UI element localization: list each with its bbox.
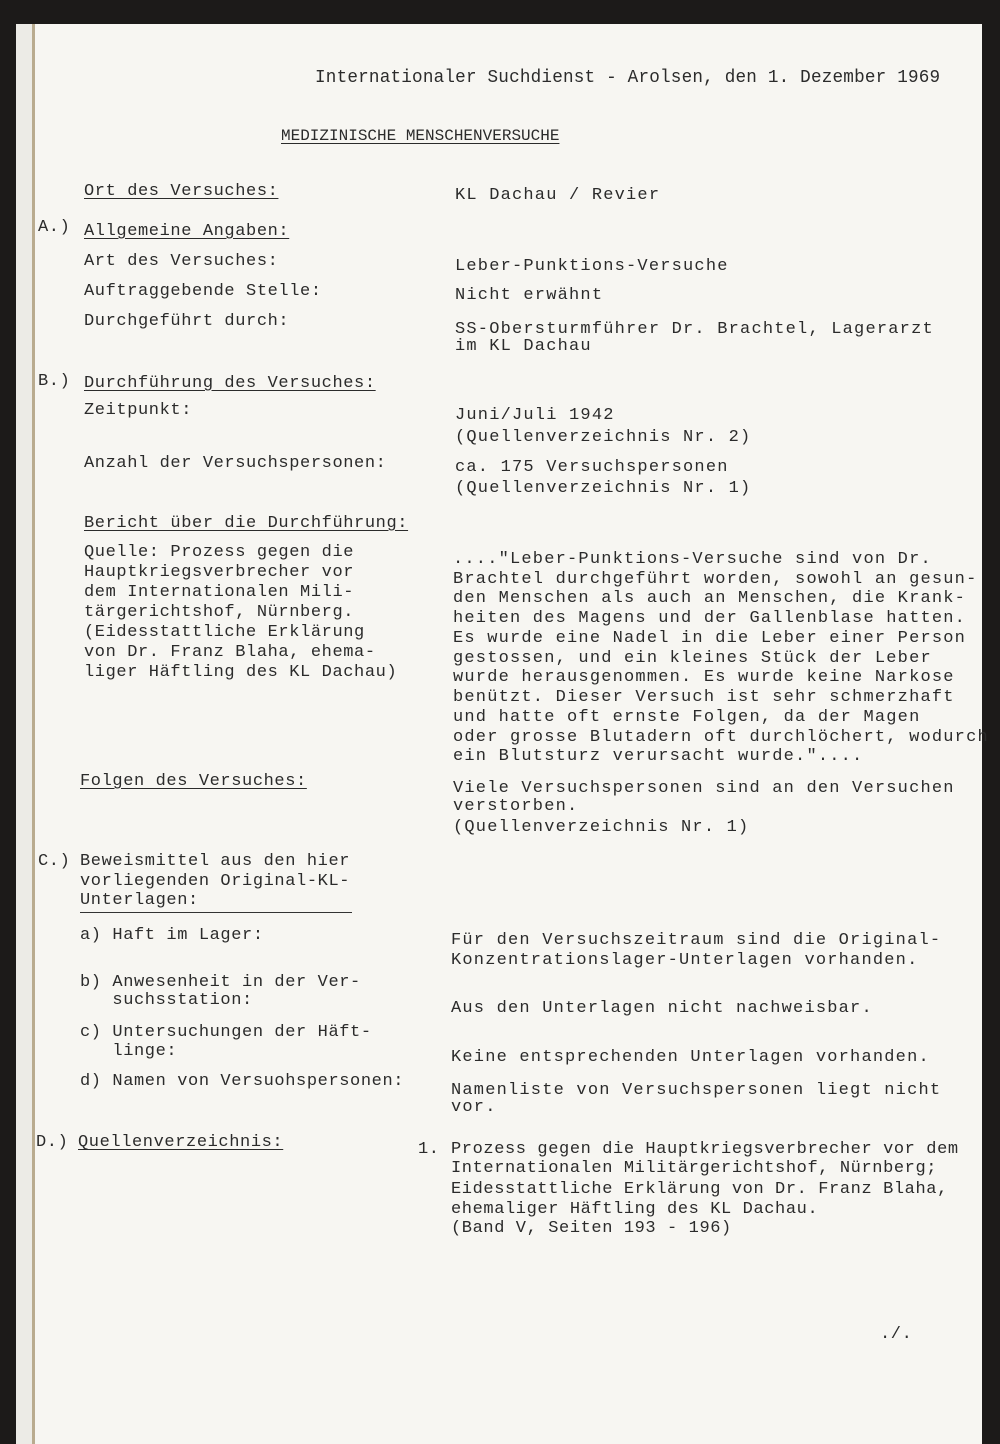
- b-value: Aus den Unterlagen nicht nachweisbar.: [451, 999, 873, 1018]
- source-number: 1.: [418, 1140, 440, 1159]
- ort-label: Ort des Versuches:: [84, 182, 279, 201]
- quote-line: den Menschen als auch an Menschen, die Krank-: [453, 589, 967, 608]
- quote-line: ein Blutsturz verursacht wurde."....: [453, 747, 864, 766]
- section-c-heading: Beweismittel aus den hier: [80, 852, 351, 871]
- c-value: Keine entsprechenden Unterlagen vorhanden.: [451, 1048, 930, 1067]
- stelle-label: Auftraggebende Stelle:: [84, 282, 322, 301]
- anzahl-value-2: (Quellenverzeichnis Nr. 1): [455, 479, 752, 498]
- section-a-marker: A.): [38, 218, 71, 237]
- quote-line: gestossen, und ein kleines Stück der Leber: [453, 649, 932, 668]
- quelle-line: tärgerichtshof, Nürnberg.: [84, 603, 355, 622]
- b-label: b) Anwesenheit in der Ver-: [80, 973, 361, 992]
- page-title: MEDIZINISCHE MENSCHENVERSUCHE: [281, 127, 560, 145]
- quote-line: Brachtel durchgeführt worden, sowohl an gesun-: [453, 570, 978, 589]
- source-line: Prozess gegen die Hauptkriegsverbrecher vor dem: [451, 1140, 959, 1159]
- source-line: (Band V, Seiten 193 - 196): [451, 1219, 732, 1238]
- d-label: d) Namen von Versuohspersonen:: [80, 1072, 405, 1091]
- quote-line: heiten des Magens und der Gallenblase hatten.: [453, 609, 967, 628]
- quote-line: wurde herausgenommen. Es wurde keine Narkose: [453, 668, 955, 687]
- source-line: Eidesstattliche Erklärung von Dr. Franz Blaha,: [451, 1180, 948, 1199]
- zeit-value-1: Juni/Juli 1942: [455, 406, 615, 425]
- stelle-value: Nicht erwähnt: [455, 286, 604, 305]
- quelle-line: dem Internationalen Mili-: [84, 583, 355, 602]
- binding-line: [32, 24, 35, 1444]
- section-d-heading: Quellenverzeichnis:: [78, 1133, 284, 1152]
- d-value: Namenliste von Versuchspersonen liegt nicht: [451, 1081, 942, 1100]
- a-value: Für den Versuchszeitraum sind die Original-: [451, 931, 942, 950]
- quelle-line: von Dr. Franz Blaha, ehema-: [84, 643, 376, 662]
- folgen-label: Folgen des Versuches:: [80, 772, 307, 791]
- folgen-value-3: (Quellenverzeichnis Nr. 1): [453, 818, 750, 837]
- quelle-line: Hauptkriegsverbrecher vor: [84, 563, 355, 582]
- document-header: Internationaler Suchdienst - Arolsen, den 1. Dezember 1969: [315, 68, 941, 88]
- bericht-heading: Bericht über die Durchführung:: [84, 514, 409, 533]
- quote-line: benützt. Dieser Versuch ist sehr schmerzhaft: [453, 688, 955, 707]
- ort-value: KL Dachau / Revier: [455, 186, 661, 205]
- quote-line: und hatte oft ernste Folgen, da der Magen: [453, 708, 921, 727]
- durch-value-2: im KL Dachau: [455, 337, 592, 356]
- quote-line: Es wurde eine Nadel in die Leber einer Person: [453, 629, 967, 648]
- zeit-value-2: (Quellenverzeichnis Nr. 2): [455, 428, 752, 447]
- quote-line: oder grosse Blutadern oft durchlöchert, wodurch: [453, 728, 989, 747]
- section-b-marker: B.): [38, 372, 71, 391]
- section-c-heading: Unterlagen:: [80, 891, 199, 910]
- quelle-line: (Eidesstattliche Erklärung: [84, 623, 365, 642]
- page-edge: [16, 24, 32, 1444]
- durch-value-1: SS-Obersturmführer Dr. Brachtel, Lagerarzt: [455, 320, 934, 339]
- anzahl-value-1: ca. 175 Versuchspersonen: [455, 458, 729, 477]
- durch-label: Durchgeführt durch:: [84, 312, 290, 331]
- b-label: suchsstation:: [80, 991, 253, 1010]
- section-c-marker: C.): [38, 852, 71, 871]
- a-value: Konzentrationslager-Unterlagen vorhanden.: [451, 951, 919, 970]
- source-line: Internationalen Militärgerichtshof, Nürnberg;: [451, 1159, 938, 1178]
- quelle-line: liger Häftling des KL Dachau): [84, 663, 398, 682]
- zeit-label: Zeitpunkt:: [84, 401, 193, 420]
- section-c-underline: [80, 912, 352, 913]
- source-line: ehemaliger Häftling des KL Dachau.: [451, 1200, 819, 1219]
- a-label: a) Haft im Lager:: [80, 926, 264, 945]
- art-value: Leber-Punktions-Versuche: [455, 257, 729, 276]
- folgen-value-1: Viele Versuchspersonen sind an den Versuchen: [453, 779, 955, 798]
- continuation-mark: ./.: [880, 1325, 913, 1344]
- section-b-heading: Durchführung des Versuches:: [84, 374, 376, 393]
- quote-line: ...."Leber-Punktions-Versuche sind von Dr.: [453, 550, 932, 569]
- c-label: linge:: [80, 1042, 178, 1061]
- section-d-marker: D.): [36, 1133, 69, 1152]
- section-c-heading: vorliegenden Original-KL-: [80, 872, 351, 891]
- quelle-line: Quelle: Prozess gegen die: [84, 543, 355, 562]
- section-a-heading: Allgemeine Angaben:: [84, 222, 290, 241]
- folgen-value-2: verstorben.: [453, 797, 579, 816]
- anzahl-label: Anzahl der Versuchspersonen:: [84, 454, 387, 473]
- art-label: Art des Versuches:: [84, 252, 279, 271]
- c-label: c) Untersuchungen der Häft-: [80, 1023, 372, 1042]
- d-value: vor.: [451, 1098, 497, 1117]
